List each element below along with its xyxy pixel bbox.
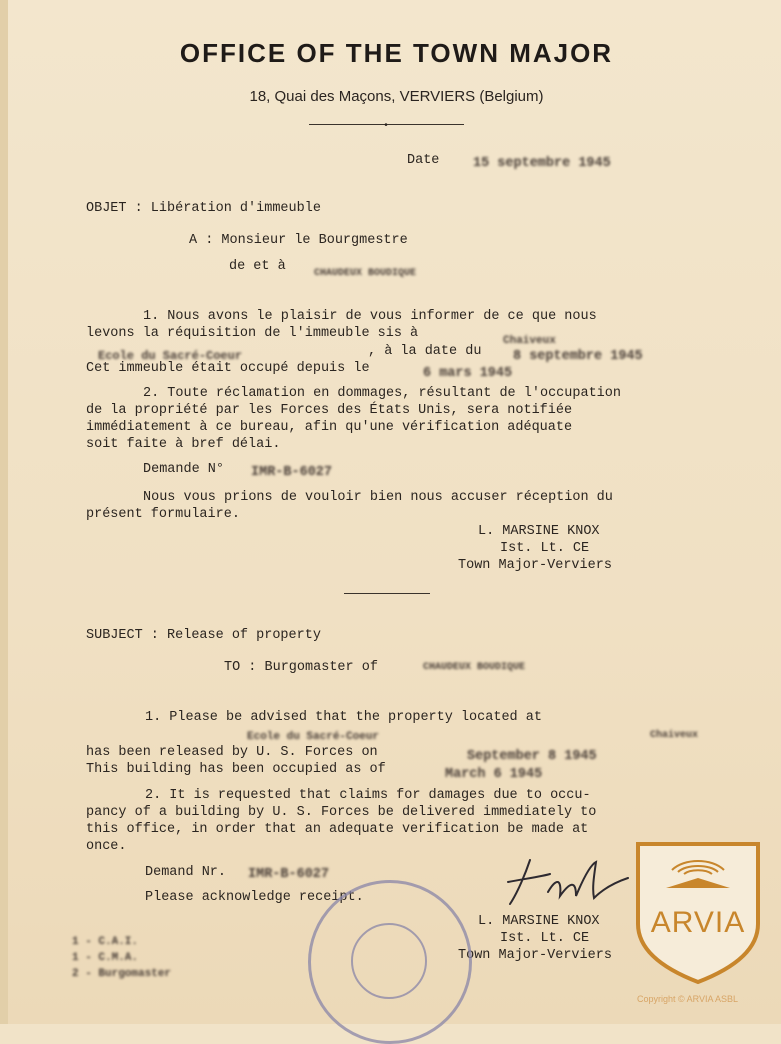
- fr-p2-line1: 2. Toute réclamation en dommages, résultant de l'occupation: [143, 386, 621, 401]
- fr-p2-line3: immédiatement à ce bureau, afin qu'une vérification adéquate: [86, 420, 573, 435]
- fr-place: Chaiveux: [503, 335, 556, 347]
- fr-release-date: 8 septembre 1945: [513, 349, 643, 364]
- fr-sign-title: Town Major-Verviers: [458, 558, 612, 573]
- en-demand-label: Demand Nr.: [145, 865, 227, 880]
- fr-ack-line2: présent formulaire.: [86, 507, 240, 522]
- distribution-item: 1 - C.M.A.: [72, 952, 139, 964]
- en-place: Chaiveux: [650, 730, 699, 741]
- stamp-seal: [351, 923, 427, 999]
- en-p1-line2: has been released by U. S. Forces on: [86, 745, 378, 760]
- fr-p1-line3: Cet immeuble était occupé depuis le: [86, 361, 370, 376]
- logo-brand: ARVIA: [650, 906, 746, 939]
- en-sign-title: Town Major-Verviers: [458, 948, 612, 963]
- fr-p1-line2: levons la réquisition de l'immeuble sis à: [86, 326, 419, 341]
- fr-sign-rank: Ist. Lt. CE: [500, 541, 590, 556]
- distribution-item: 1 - C.A.I.: [72, 936, 139, 948]
- copyright-notice: Copyright © ARVIA ASBL: [637, 994, 739, 1004]
- en-demand-value: IMR-B-6027: [248, 867, 330, 882]
- fr-occupied-since: 6 mars 1945: [423, 366, 513, 381]
- en-locality: CHAUDEUX BOUDIQUE: [423, 662, 526, 673]
- en-p2-line2: pancy of a building by U. S. Forces be delivered immediately to: [86, 805, 597, 820]
- paper-edge: [0, 0, 8, 1024]
- fr-date-label: , à la date du: [368, 344, 482, 359]
- en-p2-line1: 2. It is requested that claims for damages due to occu-: [145, 788, 591, 803]
- objet-line: OBJET : Libération d'immeuble: [86, 201, 321, 216]
- section-divider: [344, 593, 430, 594]
- date-value: 15 septembre 1945: [473, 156, 611, 171]
- en-sign-name: L. MARSINE KNOX: [478, 914, 600, 929]
- subject-line: SUBJECT : Release of property: [86, 628, 321, 643]
- municipal-stamp: [308, 880, 472, 1044]
- fr-p1-line1: 1. Nous avons le plaisir de vous informer de ce que nous: [143, 309, 597, 324]
- en-addressee: TO : Burgomaster of: [224, 660, 378, 675]
- fr-addressee: A : Monsieur le Bourgmestre: [189, 233, 408, 248]
- fr-demande-value: IMR-B-6027: [251, 465, 333, 480]
- fr-p2-line4: soit faite à bref délai.: [86, 437, 281, 452]
- handwritten-signature: [500, 852, 630, 912]
- fr-sign-name: L. MARSINE KNOX: [478, 524, 600, 539]
- en-ack: Please acknowledge receipt.: [145, 890, 364, 905]
- letterhead-title: OFFICE OF THE TOWN MAJOR: [179, 38, 614, 68]
- arvia-logo: [628, 836, 768, 986]
- fr-de-et-a: de et à: [229, 259, 286, 274]
- fr-demande-label: Demande N°: [143, 462, 225, 477]
- en-p2-line4: once.: [86, 839, 127, 854]
- en-sign-rank: Ist. Lt. CE: [500, 931, 590, 946]
- en-release-date: September 8 1945: [467, 749, 597, 764]
- en-p1-line3: This building has been occupied as of: [86, 762, 386, 777]
- en-p2-line3: this office, in order that an adequate verification be made at: [86, 822, 589, 837]
- letterhead-address: 18, Quai des Maçons, VERVIERS (Belgium): [249, 88, 544, 105]
- date-label: Date: [407, 153, 440, 168]
- divider-ornament: •: [383, 121, 390, 132]
- en-occupied-since: March 6 1945: [445, 767, 543, 782]
- fr-locality: CHAUDEUX BOUDIQUE: [314, 268, 417, 279]
- en-p1-line1: 1. Please be advised that the property located at: [145, 710, 542, 725]
- fr-ack-line1: Nous vous prions de vouloir bien nous accuser réception du: [143, 490, 613, 505]
- distribution-item: 2 - Burgomaster: [72, 968, 172, 980]
- fr-building: Ecole du Sacré-Coeur: [98, 349, 243, 363]
- en-building: Ecole du Sacré-Coeur: [247, 731, 380, 743]
- fr-p2-line2: de la propriété par les Forces des États Unis, sera notifiée: [86, 403, 573, 418]
